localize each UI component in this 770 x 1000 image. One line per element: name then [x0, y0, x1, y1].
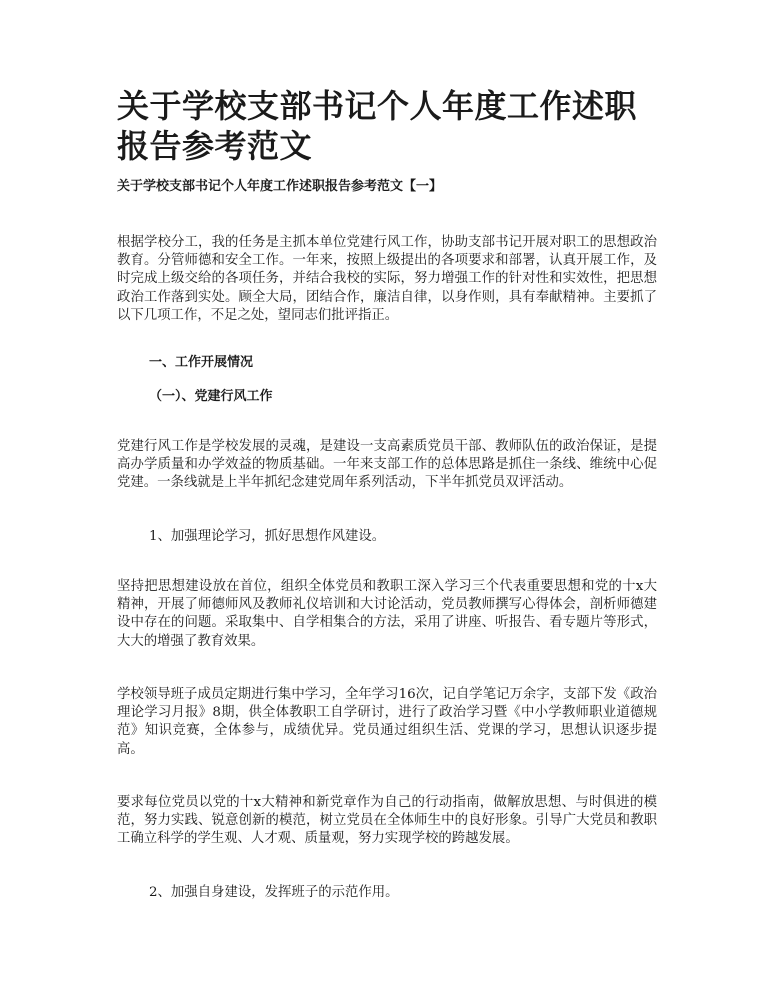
document-title: 关于学校支部书记个人年度工作述职报告参考范文	[117, 87, 638, 165]
item-self-construction: 2、加强自身建设，发挥班子的示范作用。	[149, 885, 399, 900]
section-subtitle: 关于学校支部书记个人年度工作述职报告参考范文【一】	[117, 179, 443, 194]
paragraph-ideology: 坚持把思想建设放在首位，组织全体党员和教职工深入学习三个代表重要思想和党的十x大精神，开展了师德师风及教师礼仪培训和大讨论活动，党员教师撰写心得体会，剖析师德建设中存在的问题。采取集中、自学相集合的方法，采用了讲座、听报告、看专题片等形式，大大的增强了教育效果。	[117, 579, 657, 649]
paragraph-member-requirements: 要求每位党员以党的十x大精神和新党章作为自己的行动指南，做解放思想、与时俱进的模范，努力实践、锐意创新的模范，树立党员在全体师生中的良好形象。引导广大党员和教职工确立科学的学生观、人才观、质量观，努力实现学校的跨越发展。	[117, 795, 657, 847]
heading-work-status: 一、工作开展情况	[149, 355, 254, 370]
paragraph-leadership-study: 学校领导班子成员定期进行集中学习，全年学习16次，记自学笔记万余字，支部下发《政治理论学习月报》8期，供全体教职工自学研讨，进行了政治学习暨《中小学教师职业道德规范》知识竞赛，全体参与，成绩优异。党员通过组织生活、党课的学习，思想认识逐步提高。	[117, 687, 657, 757]
paragraph-intro: 根据学校分工，我的任务是主抓本单位党建行风工作，协助支部书记开展对职工的思想政治教育。分管师德和安全工作。一年来，按照上级提出的各项要求和部署，认真开展工作，及时完成上级交给的各项任务，并结合我校的实际，努力增强工作的针对性和实效性，把思想政治工作落到实处。顾全大局，团结合作，廉洁自律，以身作则，具有奉献精神。主要抓了以下几项工作，不足之处，望同志们批评指正。	[117, 235, 657, 323]
heading-party-building: （一）、党建行风工作	[149, 389, 273, 404]
item-theory-study: 1、加强理论学习，抓好思想作风建设。	[149, 529, 386, 544]
paragraph-party-building: 党建行风工作是学校发展的灵魂，是建设一支高素质党员干部、教师队伍的政治保证，是提高办学质量和办学效益的物质基础。一年来支部工作的总体思路是抓住一条线、维统中心促党建。一条线就是上半年抓纪念建党周年系列活动，下半年抓党员双评活动。	[117, 439, 657, 491]
